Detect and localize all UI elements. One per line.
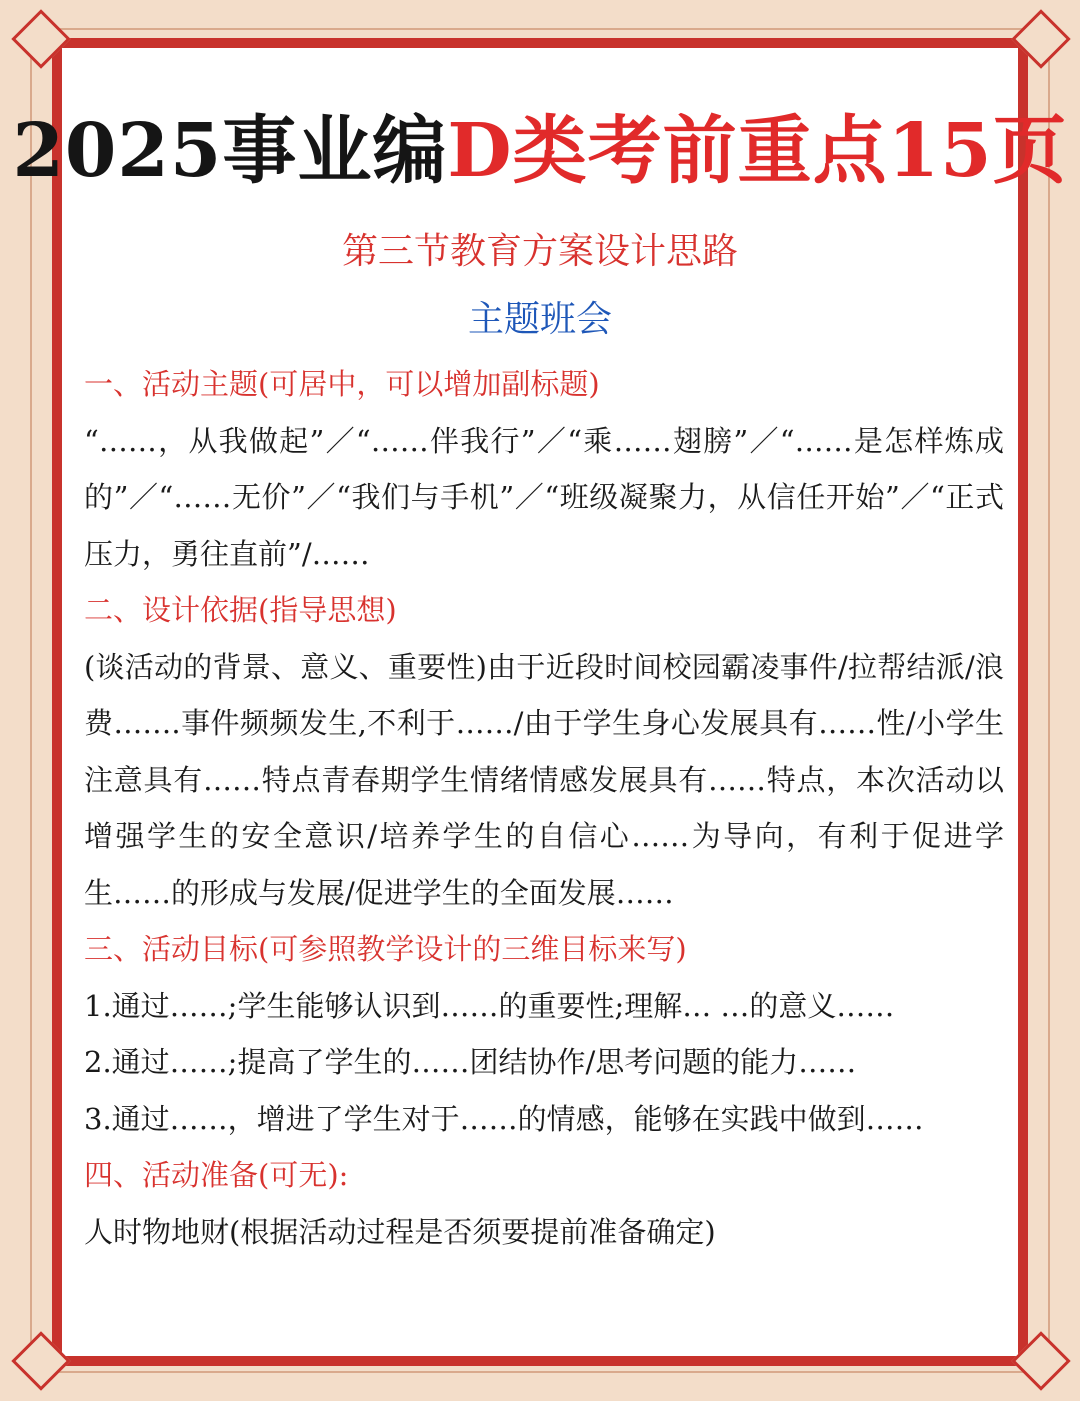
subsection-title: 主题班会 [467, 299, 612, 340]
section-3-item-2: 2.通过……;提高了学生的……团结协作/思考问题的能力…… [84, 1045, 857, 1079]
section-title: 第三节教育方案设计思路 [341, 231, 738, 272]
title-part-red: D类考前重点15页 [447, 108, 1068, 194]
section-3-item-1: 1.通过……;学生能够认识到……的重要性;理解… …的意义…… [84, 988, 895, 1023]
section-4-body: 人时物地财(根据活动过程是否须要提前准备确定) [84, 1214, 716, 1249]
section-4-heading: 四、活动准备(可无): [84, 1158, 349, 1192]
document-body [84, 356, 1004, 1260]
title-part-dark: 2025事业编 [12, 108, 448, 194]
section-2-heading: 二、设计依据(指导思想) [84, 593, 397, 627]
page-title [0, 108, 1080, 194]
section-3-item-3: 3.通过……，增进了学生对于……的情感，能够在实践中做到…… [84, 1101, 924, 1136]
section-1-heading: 一、活动主题(可居中，可以增加副标题) [84, 367, 600, 401]
section-2-body: (谈活动的背景、意义、重要性)由于近段时间校园霸凌事件/拉帮结派/浪费…….事件频频发生,不利于……/由于学生身心发展具有……性/小学生注意具有……特点青春期学生情绪情感发展具有……特点，本次活动以增强学生的安全意识/培养学生的自信心……为导向，有利于促进学生……的形成与发展/促进学生的全面发展…… [84, 649, 1004, 910]
section-1-body: “……，从我做起”／“……伴我行”／“乘……翅膀”／“……是怎样炼成的”／“……无价”／“我们与手机”／“班级凝聚力，从信任开始”／“正式压力，勇往直前”/…… [84, 423, 1004, 571]
section-3-heading: 三、活动目标(可参照教学设计的三维目标来写) [84, 932, 687, 966]
